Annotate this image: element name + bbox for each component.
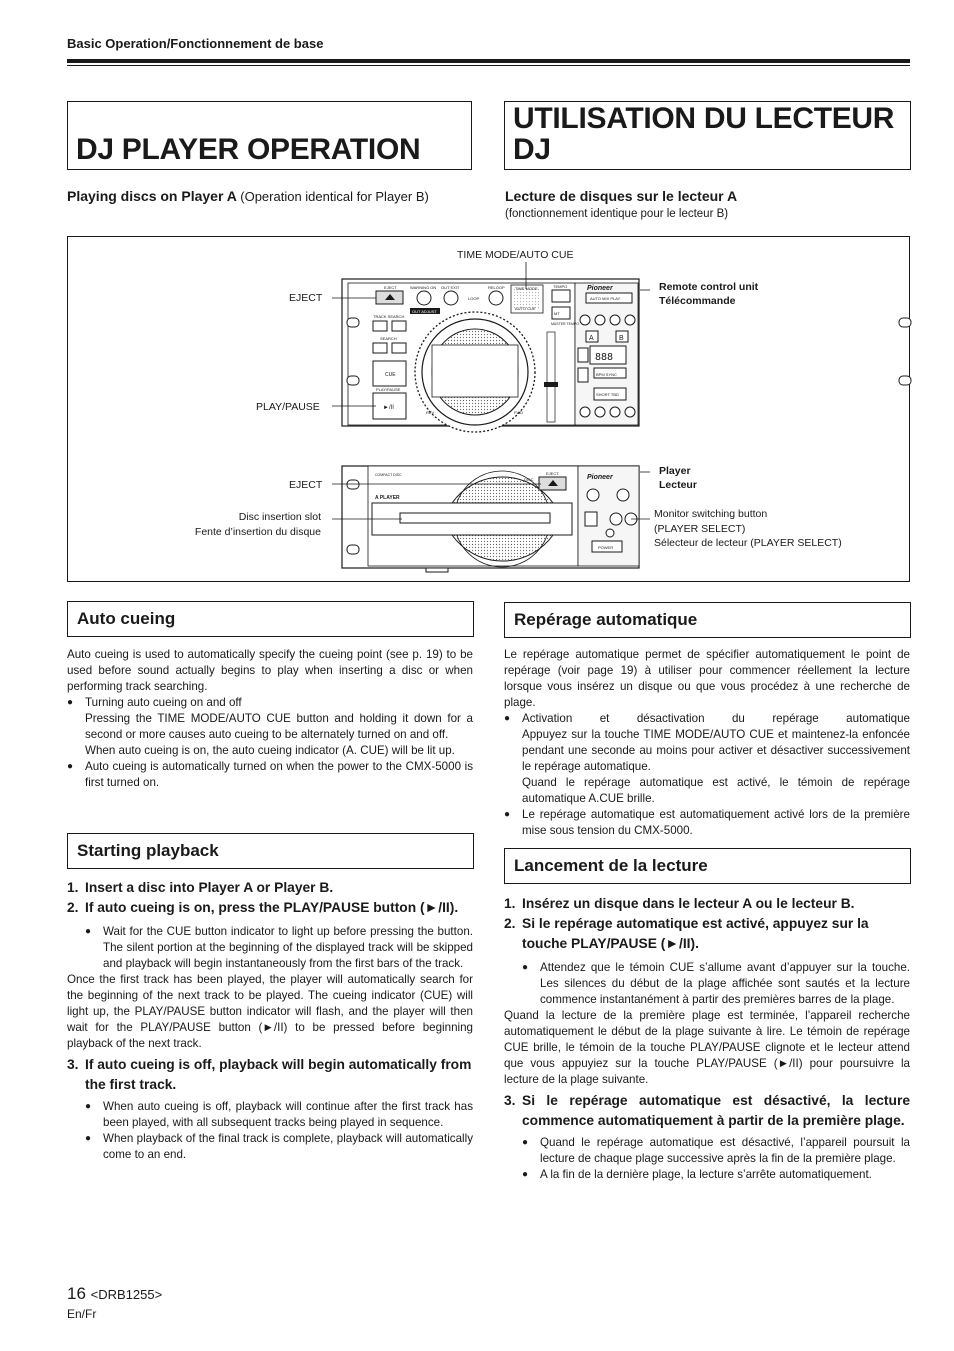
step-2-fr-bullet: ● Attendez que le témoin CUE s’allume avant d’appuyer sur la touche. Les silences du début de la plage affichée sont sautés et la lecture commence instantanément à partir des premières barres de la plage. (522, 960, 910, 1008)
page-number (67, 1284, 162, 1304)
bullet-text: Pressing the TIME MODE/AUTO CUE button and holding it down for a second or more causes auto cueing to be alternately turned on and off. (85, 712, 473, 741)
bullet-title: ● Turning auto cueing on and off (85, 696, 242, 709)
subtitle-en-bold: Playing discs on Player A (67, 188, 237, 204)
reperage-body (504, 647, 910, 839)
dev-short-tbd: SHORT TBD (596, 392, 619, 397)
reperage-intro: Le repérage automatique permet de spécifier automatiquement le point de repérage (voir page 19) à utiliser pour commencer réellement la lecture lorsque vous insérez un disque ou que vous procédez à une recherche de plage. (504, 648, 910, 709)
heading-auto-cueing: Auto cueing (77, 609, 176, 628)
dev-loop: LOOP (468, 296, 480, 301)
step-text: If auto cueing is off, playback will begin automatically from the first track. (85, 1057, 472, 1092)
step-3: 3. If auto cueing is off, playback will begin automatically from the first track. (67, 1057, 472, 1092)
step-1-fr: 1. Insérez un disque dans le lecteur A ou le lecteur B. (504, 896, 855, 911)
subtitle-fr: Lecture de disques sur le lecteur A (505, 188, 738, 204)
dev-brand: Pioneer (587, 285, 613, 292)
label-time-mode: TIME MODE/AUTO CUE (457, 249, 574, 261)
subtitle-en-light: (Operation identical for Player B) (240, 189, 429, 204)
step-text: Insérez un disque dans le lecteur A ou le lecteur B. (522, 896, 855, 911)
label-player-en: Player (659, 465, 691, 477)
step-2-fr: 2. Si le repérage automatique est activé, appuyez sur la touche PLAY/PAUSE (►/II). (504, 916, 869, 951)
step-3-bullet-1: ● When auto cueing is off, playback will continue after the first track has been played, with all subsequent tracks being played in sequence. (85, 1099, 473, 1131)
bullet-text: Appuyez sur la touche TIME MODE/AUTO CUE et maintenez-la enfoncée pendant une seconde au moins pour activer et désactiver successivement le repérage automatique. (522, 728, 910, 773)
dev-out-adjust: OUT ADJUST (412, 309, 437, 314)
dev-compact-disc: COMPACT DISC (375, 473, 402, 477)
step-3-bullet-2: ● When playback of the final track is complete, playback will automatically come to an end. (85, 1131, 473, 1163)
label-slot-en: Disc insertion slot (238, 511, 321, 523)
bullet-text: When auto cueing is on, the auto cueing indicator (A. CUE) will be lit up. (85, 744, 455, 757)
auto-cueing-bullet-1 (67, 695, 473, 759)
label-monitor-3: Sélecteur de lecteur (PLAYER SELECT) (654, 537, 842, 549)
step-3-fr-bullet-2: ● A la fin de la dernière plage, la lecture s’arrête automatiquement. (522, 1167, 910, 1183)
dev-play-pause: PLAY/PAUSE (376, 387, 401, 392)
heading-starting-playback: Starting playback (77, 841, 219, 860)
starting-playback-body (67, 878, 473, 1163)
section-heading-reperage (504, 602, 911, 638)
step-3-fr-bullet-1: ● Quand le repérage automatique est désactivé, l’appareil poursuit la lecture de chaque plage successive après la fin de la première plage. (522, 1135, 910, 1167)
dev-disc: DISC (524, 477, 534, 482)
step-2: 2. If auto cueing is on, press the PLAY/PAUSE button (►/II). (67, 900, 459, 915)
dev-auto-cue: AUTO CUE (515, 306, 536, 311)
dev-brand-player: Pioneer (587, 474, 613, 481)
label-remote-fr: Télécommande (659, 295, 736, 307)
label-monitor-1: Monitor switching button (654, 508, 768, 520)
section-heading-lancement (504, 848, 911, 884)
language-code: En/Fr (67, 1307, 97, 1321)
label-slot-fr: Fente d’insertion du disque (194, 526, 321, 538)
dev-out-exit: OUT EXIT (441, 285, 460, 290)
reperage-bullet-2: ● Le repérage automatique est automatiquement activé lors de la première mise sous tension du CMX-5000. (504, 807, 910, 839)
dev-tempo: TEMPO (553, 284, 568, 289)
dev-warning: WARNING ON (410, 285, 437, 290)
dev-player-a: A PLAYER (375, 495, 400, 501)
step-3-fr: 3. Si le repérage automatique est désactivé, la lecture commence automatiquement à partir de la première plage. (504, 1093, 910, 1128)
dev-bpm-sync: BPM SYNC (596, 372, 617, 377)
bullet-title: ● Activation et désactivation du repérage automatique (522, 712, 910, 725)
dev-track-search: TRACK SEARCH (373, 314, 405, 319)
dev-b: B (619, 335, 624, 342)
step-text: Si le repérage automatique est activé, appuyez sur la touche PLAY/PAUSE (►/II). (522, 916, 869, 951)
label-eject-top: EJECT (289, 292, 323, 304)
label-eject-bottom: EJECT (289, 479, 323, 491)
dev-reloop: RELOOP (488, 285, 505, 290)
auto-cueing-body (67, 647, 473, 791)
dev-cue: CUE (385, 372, 396, 378)
dev-display: 888 (595, 352, 614, 363)
label-play-pause: PLAY/PAUSE (256, 401, 320, 413)
step-1: 1. Insert a disc into Player A or Player B. (67, 880, 334, 895)
page-number-value: 16 (67, 1284, 86, 1303)
starting-playback-mid: Once the first track has been played, the player will automatically search for the beginning of the next track to be played. The cueing indicator (CUE) will light up, the PLAY/PAUSE button indicator will flash, and the player will then wait for the PLAY/PAUSE button (►/II) to be pressed before beginning playback of the next track. (67, 973, 473, 1050)
heading-reperage: Repérage automatique (514, 610, 698, 629)
dev-master-tempo: MASTER TEMPO (551, 322, 579, 326)
page-title-fr: UTILISATION DU LECTEUR DJ (513, 102, 895, 166)
dev-time-mode: TIME MODE (515, 286, 538, 291)
subtitle-fr-light: (fonctionnement identique pour le lecteur B) (505, 208, 729, 220)
dev-search: SEARCH (380, 336, 397, 341)
label-monitor-2: (PLAYER SELECT) (654, 523, 746, 535)
step-text: If auto cueing is on, press the PLAY/PAUSE button (►/II). (85, 900, 459, 915)
step-text: Insert a disc into Player A or Player B. (85, 880, 334, 895)
dev-power: POWER (598, 545, 614, 550)
reperage-bullet-1 (504, 711, 910, 807)
running-header: Basic Operation/Fonctionnement de base (67, 36, 324, 51)
label-player-fr: Lecteur (659, 479, 697, 491)
step-2-bullet: ● Wait for the CUE button indicator to light up before pressing the button. The silent portion at the beginning of the displayed track will be skipped and playback will begin instantaneously from the first bars of the track. (85, 924, 473, 972)
auto-cueing-bullet-2: ● Auto cueing is automatically turned on when the power to the CMX-5000 is first turned on. (67, 759, 473, 791)
label-remote-en: Remote control unit (659, 281, 759, 293)
step-text: Si le repérage automatique est désactivé, la lecture commence automatiquement à partir de la première plage. (522, 1093, 910, 1128)
dev-a: A (589, 335, 594, 342)
dev-auto-mix: AUTO MIX PLAY (590, 296, 621, 301)
section-heading-auto-cueing (67, 601, 474, 637)
lancement-mid: Quand la lecture de la première plage est terminée, l’appareil recherche automatiquement le début de la plage suivante à lire. Le témoin de repérage CUE brille, le témoin de la touche PLAY/PAUSE clignote et le lecteur attend que vous appuyiez sur la touche PLAY/PAUSE (►/II) pour poursuivre la lecture de la plage suivante. (504, 1009, 910, 1086)
bullet-text: Quand le repérage automatique est activé, le témoin de repérage automatique A.CUE brille. (522, 776, 910, 805)
dev-eject-player: EJECT (546, 471, 559, 476)
page-title-en: DJ PLAYER OPERATION (76, 133, 421, 166)
auto-cueing-intro: Auto cueing is used to automatically specify the cueing point (see p. 19) to be used before sound actually begins to play when inserting a disc or when performing track searching. (67, 648, 473, 693)
heading-lancement: Lancement de la lecture (514, 856, 708, 875)
lancement-body (504, 894, 910, 1183)
dev-play-icon: ►/II (383, 405, 394, 411)
section-heading-starting-playback (67, 833, 474, 869)
dev-rev: REV (426, 410, 435, 415)
dev-fwd: FWD (514, 410, 524, 415)
dev-mt: MT (554, 311, 560, 316)
dev-eject: EJECT (384, 285, 397, 290)
document-code: <DRB1255> (90, 1287, 163, 1302)
